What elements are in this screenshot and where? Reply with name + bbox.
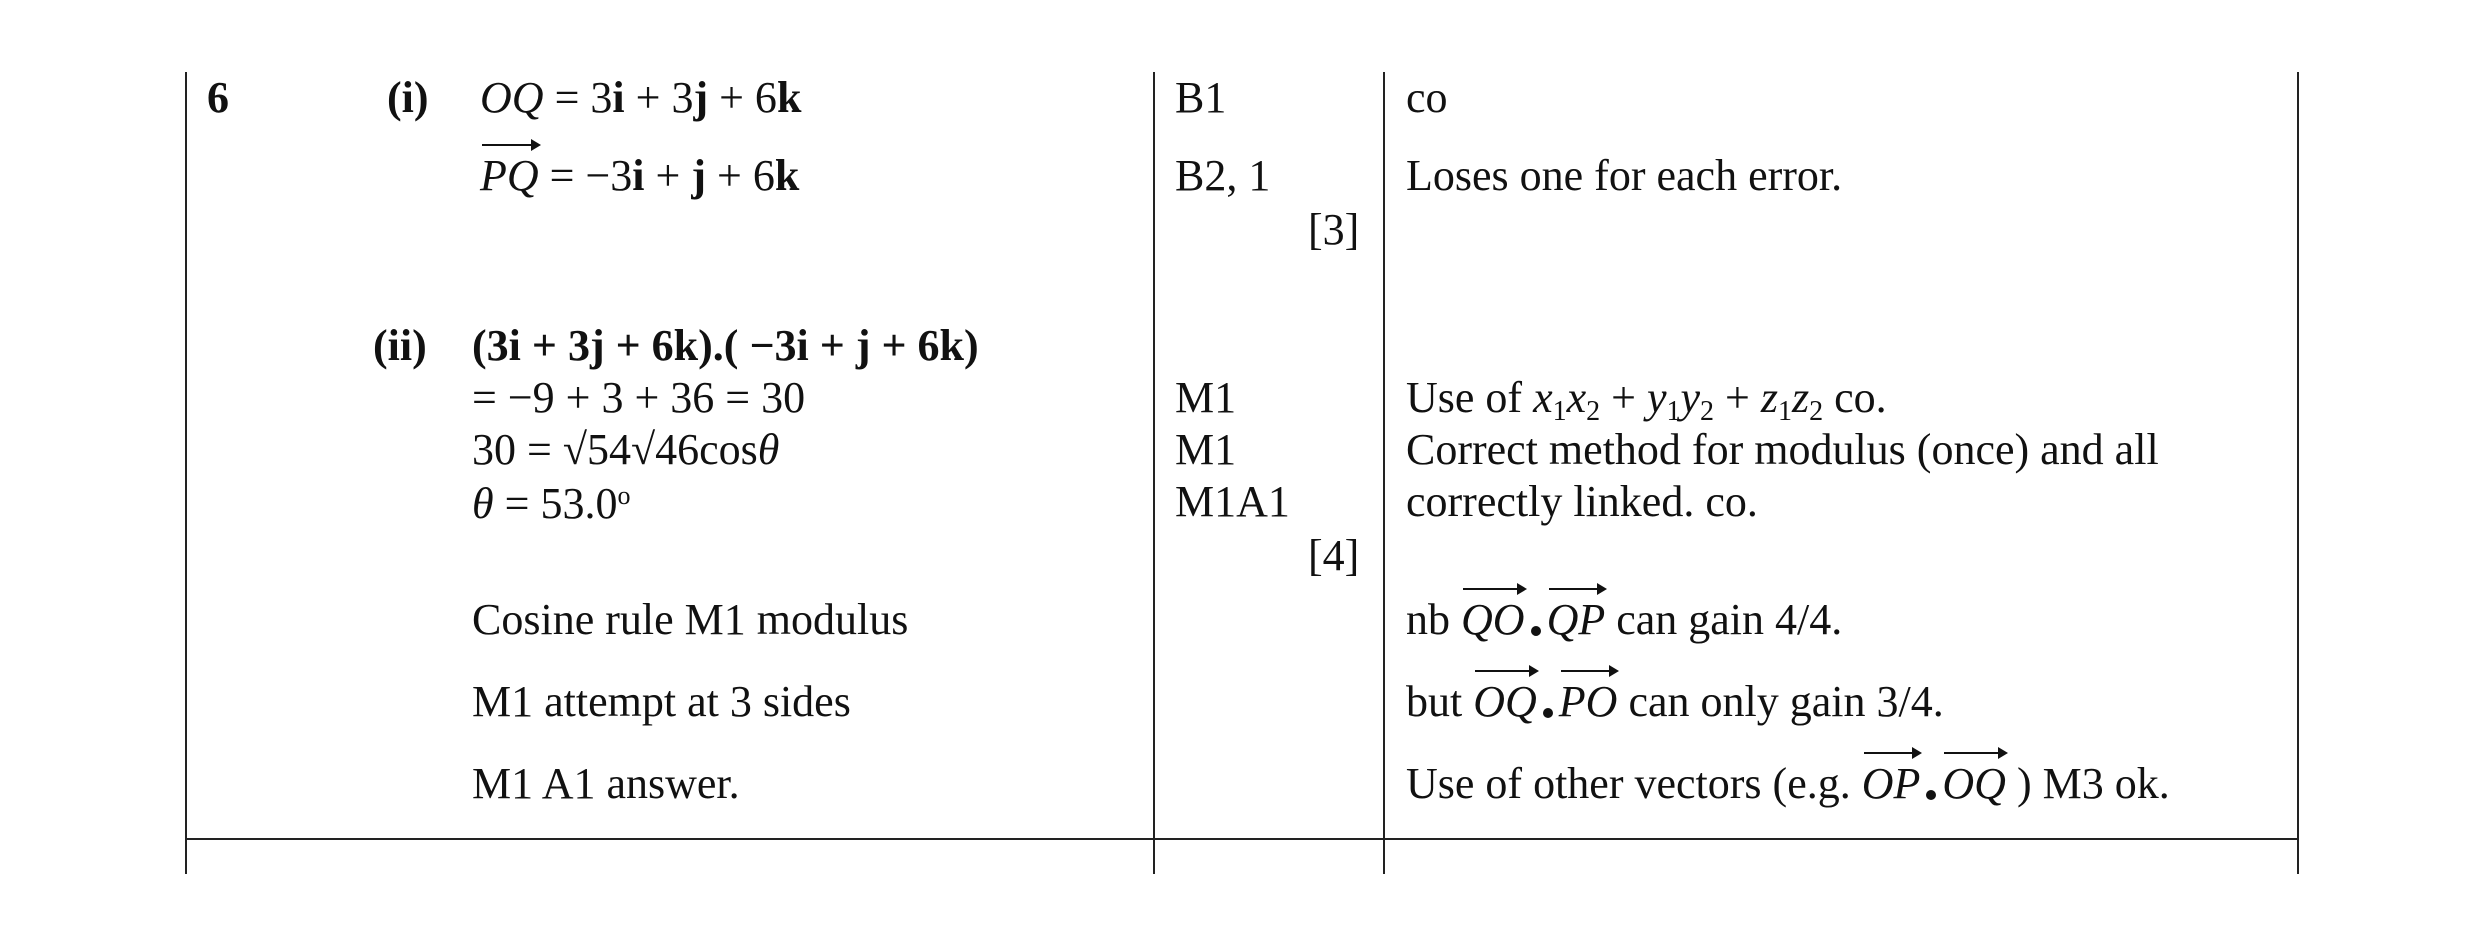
part-i-label: (i) <box>387 73 429 122</box>
alt-method-line-1: Cosine rule M1 modulus <box>472 595 909 644</box>
mark-m1-b: M1 <box>1175 425 1237 474</box>
part-ii-dot-product: (3i + 3j + 6k).( −3i + j + 6k) <box>472 321 979 370</box>
table-left-border <box>185 72 187 874</box>
mark-m1a1: M1A1 <box>1175 477 1290 526</box>
column-divider-marks-guidance <box>1383 72 1385 874</box>
alt-method-line-2: M1 attempt at 3 sides <box>472 677 851 726</box>
mark-total-ii: [4] <box>1308 531 1360 580</box>
part-ii-cosine-equation: 30 = √54√46cosθ <box>472 425 780 474</box>
table-right-border <box>2297 72 2299 874</box>
part-ii-evaluation: = −9 + 3 + 36 = 30 <box>472 373 806 422</box>
column-divider-answer-marks <box>1153 72 1155 874</box>
guidance-co: co <box>1406 73 1448 122</box>
vector-oq: OQ <box>480 73 544 122</box>
mark-m1-a: M1 <box>1175 373 1237 422</box>
vector-pq: PQ <box>480 150 539 202</box>
question-number: 6 <box>207 73 229 122</box>
vector-op: OP <box>1862 758 1921 810</box>
mark-b2-1: B2, 1 <box>1175 151 1271 200</box>
guidance-modulus-2: correctly linked. co. <box>1406 477 1758 526</box>
part-i-line-1: OQ = 3i + 3j + 6k <box>480 73 802 122</box>
part-i-line-2: PQ = −3i + j + 6k <box>480 150 799 202</box>
vector-qp: QP <box>1547 594 1606 646</box>
guidance-but-vectors: but OQ PO can only gain 3/4. <box>1406 676 1944 728</box>
vector-qo: QO <box>1461 594 1525 646</box>
vector-oq-2: OQ <box>1473 676 1537 728</box>
part-ii-label: (ii) <box>373 321 427 370</box>
alt-method-line-3: M1 A1 answer. <box>472 759 740 808</box>
row-divider <box>185 838 2299 840</box>
part-ii-answer: $\theta = 53.0^o$ <box>472 479 631 528</box>
vector-oq-3: OQ <box>1942 758 2006 810</box>
vector-po: PO <box>1559 676 1618 728</box>
guidance-modulus-1: Correct method for modulus (once) and all <box>1406 425 2159 474</box>
guidance-scalar-product: Use of $x_1x_2 + y_1y_2 + z_1z_2$ co. <box>1406 373 1887 427</box>
mark-total-i: [3] <box>1308 205 1360 254</box>
mark-b1: B1 <box>1175 73 1227 122</box>
guidance-nb-vectors: nb QO QP can gain 4/4. <box>1406 594 1842 646</box>
guidance-loses-one: Loses one for each error. <box>1406 151 1843 200</box>
guidance-other-vectors: Use of other vectors (e.g. OP OQ ) M3 ok. <box>1406 758 2170 810</box>
